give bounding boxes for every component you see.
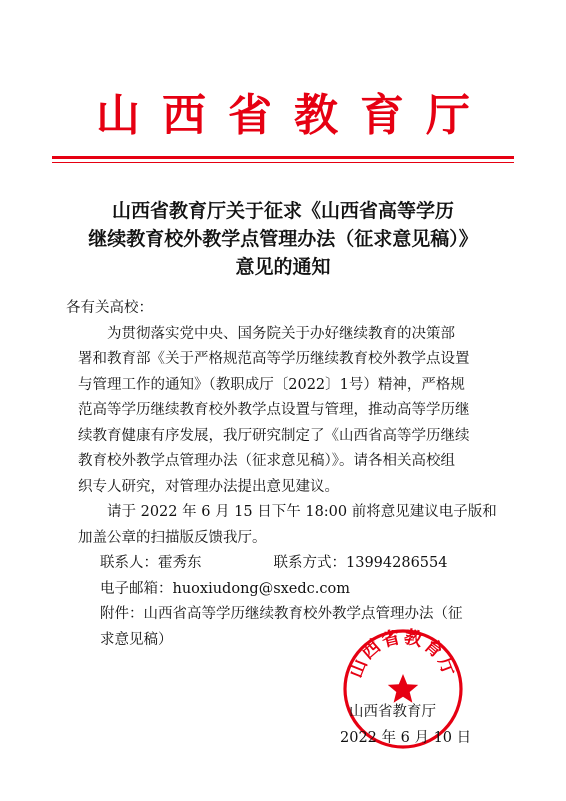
document-body <box>66 296 510 653</box>
paragraph-2-line: 请于 2022 年 6 月 15 日下午 18:00 前将意见建议电子版和 <box>107 504 497 520</box>
paragraph-1-line: 教育校外教学点管理办法（征求意见稿）》。请各相关高校组 <box>78 453 455 469</box>
document-title <box>0 197 566 281</box>
contact-row <box>78 551 510 577</box>
signature-org: 山西省教育厅 <box>349 704 436 720</box>
seal-arc-text: 山西省教育厅 <box>345 626 461 681</box>
contact-person: 联系人：霍秀东 <box>100 555 202 571</box>
paragraph-1-line: 续教育健康有序发展，我厅研究制定了《山西省高等学历继续 <box>78 427 470 444</box>
attachment-line: 附件：山西省高等学历继续教育校外教学点管理办法（征 <box>100 606 463 622</box>
attachment-line: 求意见稿） <box>100 631 173 648</box>
header-rule-thick <box>52 156 514 159</box>
header-rule-thin <box>52 162 514 163</box>
salutation: 各有关高校： <box>66 300 153 316</box>
paragraph-1-line: 范高等学历继续教育校外教学点设置与管理，推动高等学历继 <box>78 402 470 418</box>
seal-star-icon <box>388 674 418 703</box>
paragraph-2-line: 加盖公章的扫描版反馈我厅。 <box>78 529 267 546</box>
paragraph-2 <box>78 500 510 551</box>
paragraph-1-line: 署和教育部《关于严格规范高等学历继续教育校外教学点设置 <box>78 351 470 367</box>
paragraph-1 <box>78 322 510 501</box>
signature-date: 2022 年 6 月 10 日 <box>340 730 472 746</box>
title-line-2: 继续教育校外教学点管理办法（征求意见稿）》 <box>88 228 478 250</box>
paragraph-1-line: 织专人研究，对管理办法提出意见建议。 <box>78 478 339 495</box>
header-org-title: 山西省教育厅 <box>96 90 492 141</box>
paragraph-1-line: 为贯彻落实党中央、国务院关于办好继续教育的决策部 <box>107 325 455 342</box>
contact-email: 电子邮箱：huoxiudong@sxedc.com <box>100 580 351 597</box>
paragraph-1-line: 与管理工作的通知》（教职成厅〔2022〕1号）精神，严格规 <box>78 376 465 393</box>
title-line-1: 山西省教育厅关于征求《山西省高等学历 <box>111 200 454 222</box>
contact-phone: 联系方式：13994286554 <box>273 555 448 571</box>
title-line-3: 意见的通知 <box>235 256 331 278</box>
